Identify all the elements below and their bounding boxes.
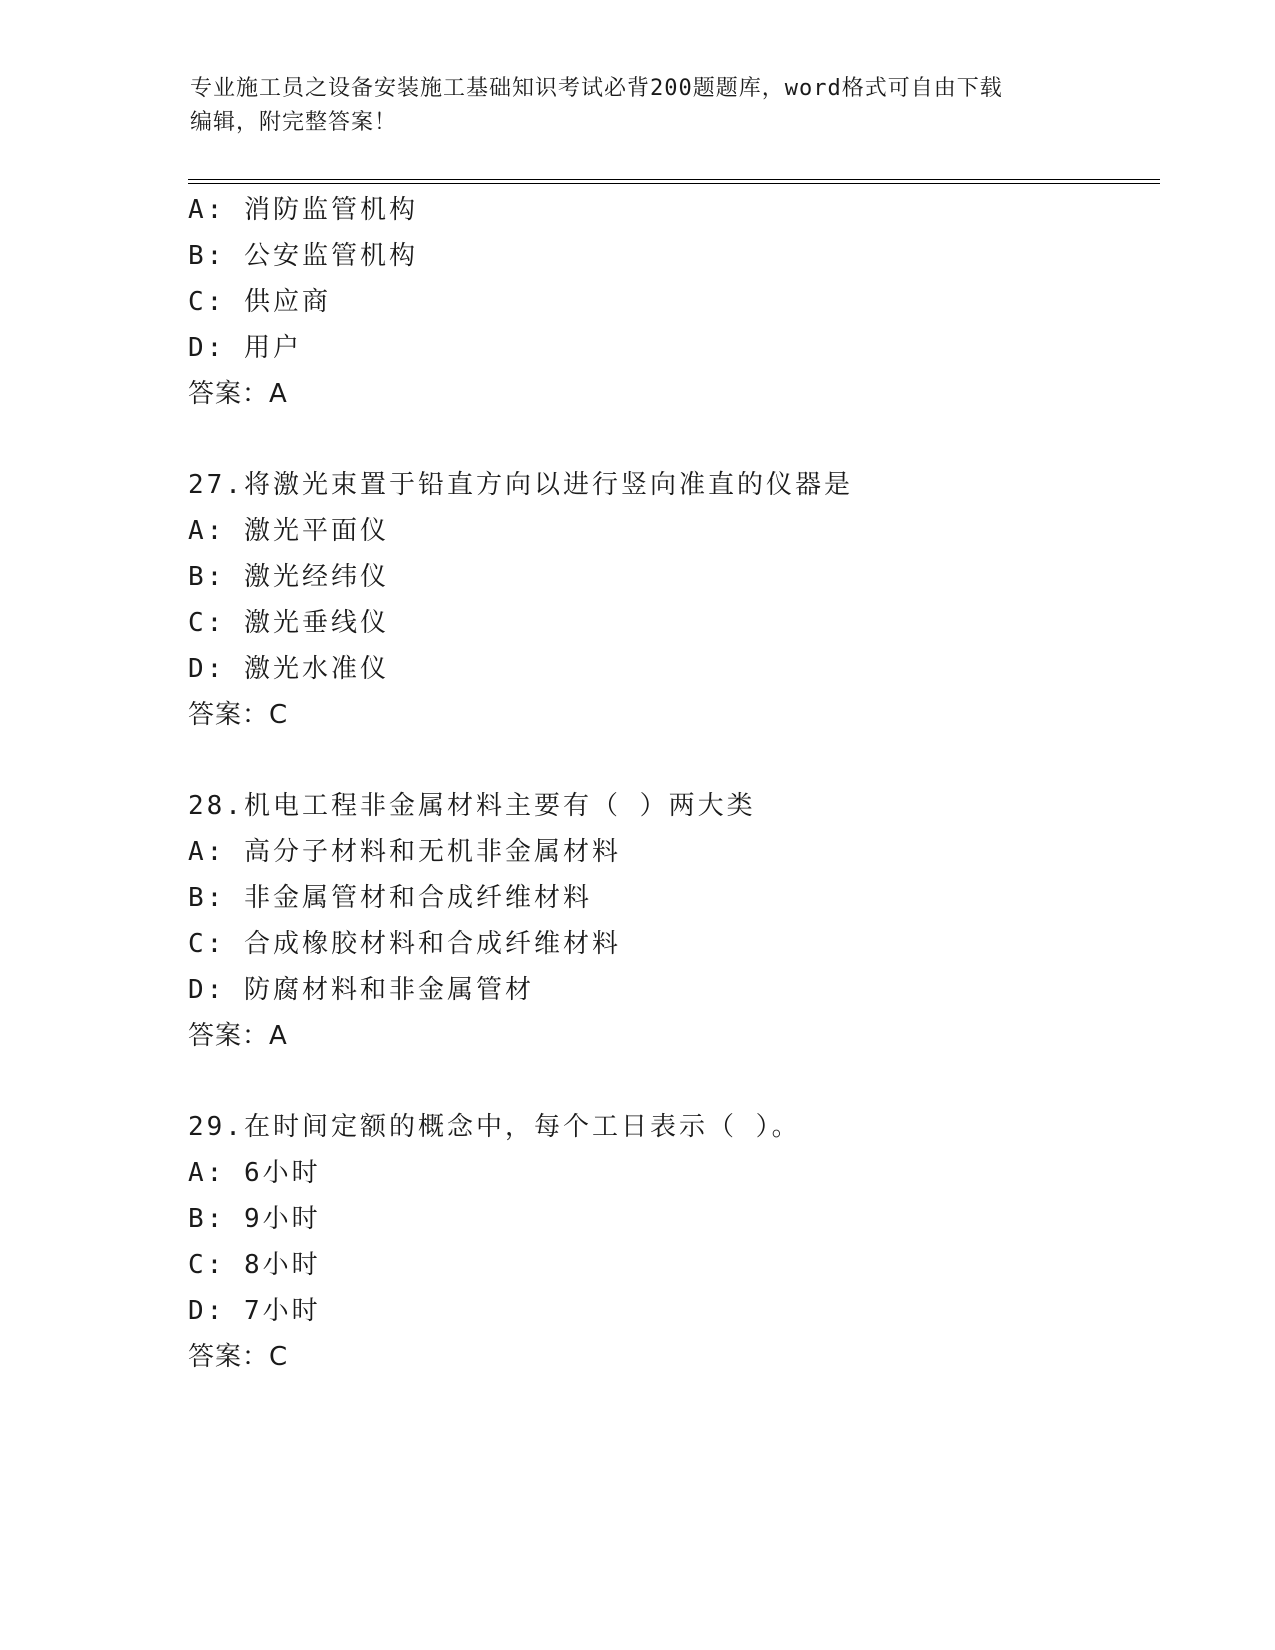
option-d: D: 防腐材料和非金属管材 <box>188 975 534 1005</box>
question-title: 27.将激光束置于铅直方向以进行竖向准直的仪器是 <box>188 470 853 500</box>
option-c: C: 激光垂线仪 <box>188 608 389 638</box>
option-a: A: 激光平面仪 <box>188 516 389 546</box>
option-a: A: 消防监管机构 <box>188 195 418 225</box>
option-d: D: 7小时 <box>188 1296 321 1326</box>
header-line-2: 编辑，附完整答案！ <box>190 110 398 135</box>
answer: 答案：A <box>188 1021 288 1051</box>
answer: 答案：A <box>188 379 288 409</box>
question-list <box>188 187 1148 1425</box>
option-d: D: 激光水准仪 <box>188 654 389 684</box>
option-d: D: 用户 <box>188 333 302 363</box>
header-divider <box>188 179 1160 184</box>
question-title: 29.在时间定额的概念中，每个工日表示（ ）。 <box>188 1112 801 1142</box>
document-header <box>190 72 1090 140</box>
option-b: B: 公安监管机构 <box>188 241 418 271</box>
option-a: A: 6小时 <box>188 1158 321 1188</box>
question-27 <box>188 462 1148 738</box>
question-28 <box>188 783 1148 1059</box>
answer: 答案：C <box>188 1342 289 1372</box>
question-title: 28.机电工程非金属材料主要有（ ）两大类 <box>188 791 756 821</box>
option-c: C: 8小时 <box>188 1250 321 1280</box>
option-b: B: 非金属管材和合成纤维材料 <box>188 883 592 913</box>
option-b: B: 9小时 <box>188 1204 321 1234</box>
question-29 <box>188 1104 1148 1380</box>
option-c: C: 合成橡胶材料和合成纤维材料 <box>188 929 621 959</box>
option-c: C: 供应商 <box>188 287 331 317</box>
option-b: B: 激光经纬仪 <box>188 562 389 592</box>
option-a: A: 高分子材料和无机非金属材料 <box>188 837 621 867</box>
header-line-1: 专业施工员之设备安装施工基础知识考试必背200题题库，word格式可自由下载 <box>190 76 1003 101</box>
question-26-continued <box>188 187 1148 417</box>
answer: 答案：C <box>188 700 289 730</box>
